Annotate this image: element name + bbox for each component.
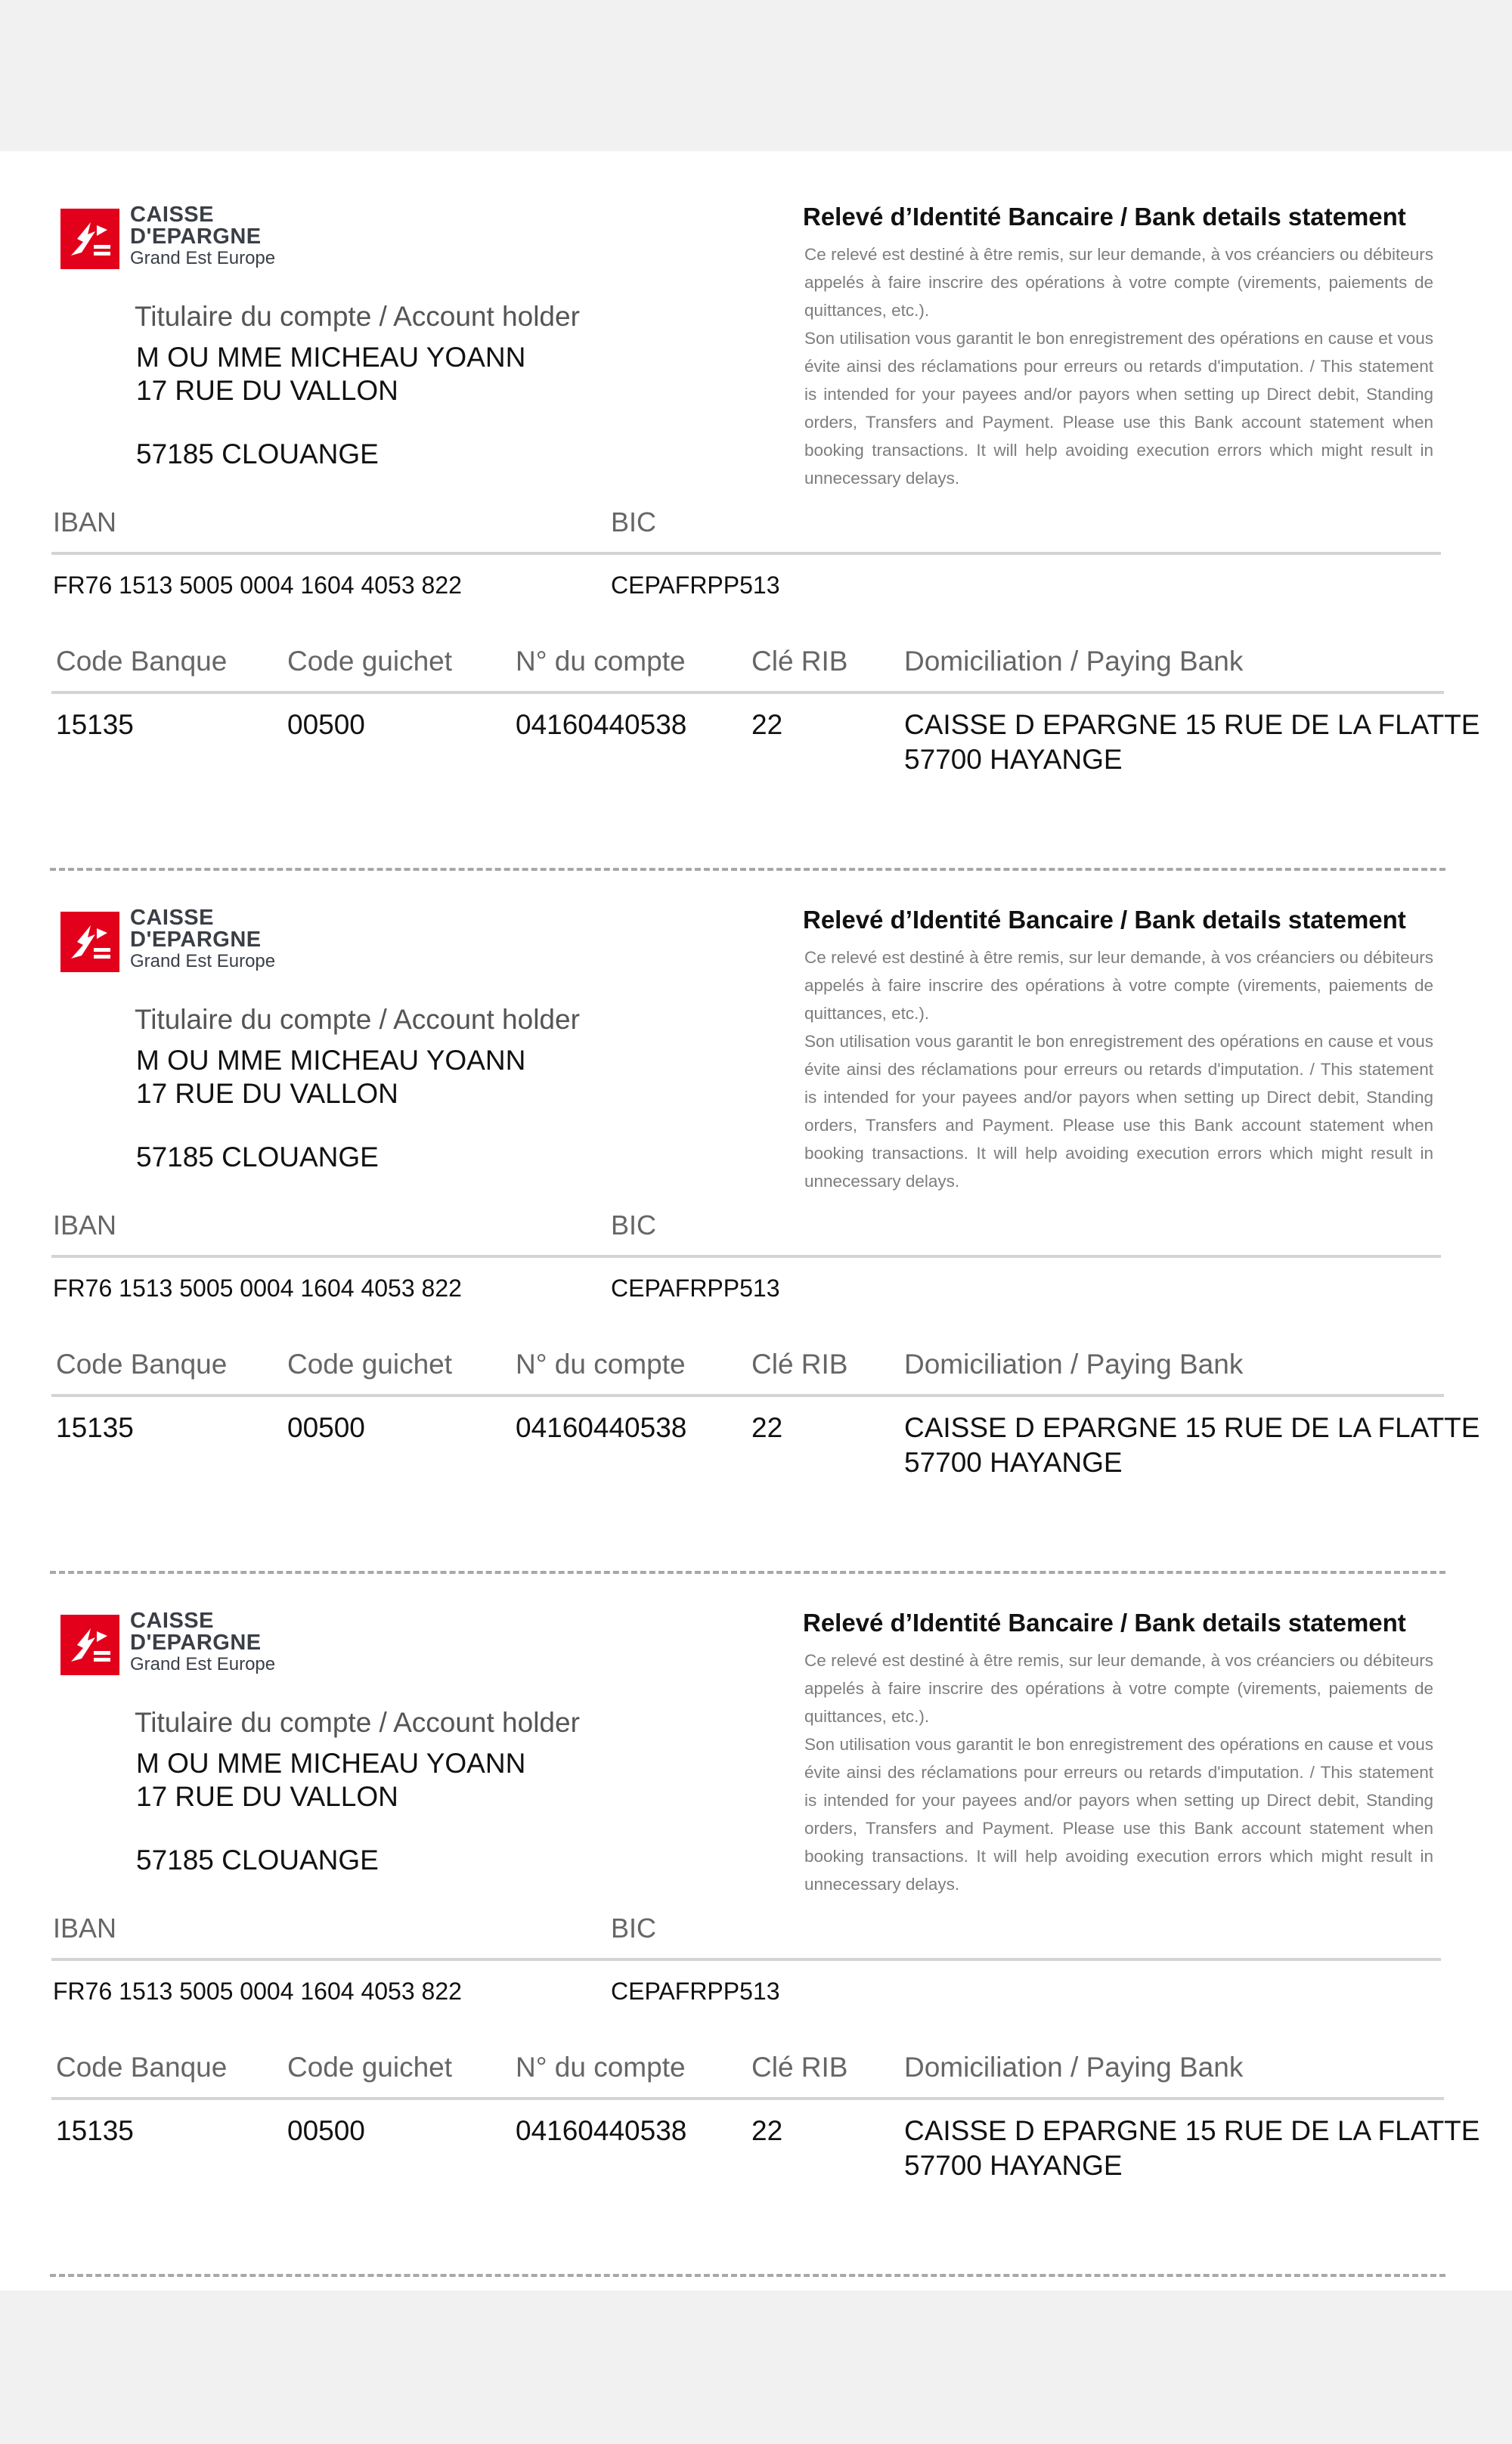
header-numero-compte: N° du compte bbox=[516, 1349, 686, 1380]
bic-value: CEPAFRPP513 bbox=[611, 572, 780, 599]
divider bbox=[51, 691, 1444, 694]
cut-line bbox=[50, 2274, 1445, 2277]
domiciliation-line-1: CAISSE D EPARGNE 15 RUE DE LA FLATTE bbox=[904, 1412, 1480, 1443]
cle-rib-value: 22 bbox=[751, 1412, 783, 1443]
bank-logo bbox=[60, 1610, 302, 1680]
bic-value: CEPAFRPP513 bbox=[611, 1978, 780, 2005]
divider bbox=[51, 2097, 1444, 2100]
caisse-epargne-squirrel-icon bbox=[60, 209, 119, 269]
statement-paragraph-2: Son utilisation vous garantit le bon enregistrement des opérations en cause et vous évite ainsi des réclamations pour erreurs ou retards d'imputation. / This statement is intended for your payees and/or payors when setting up Direct debit, Standing orders, Transfers and Payment. Please use this Bank account statement when booking transactions. It will help avoiding execution errors which might result in unnecessary delays. bbox=[804, 1032, 1433, 1191]
domiciliation-line-1: CAISSE D EPARGNE 15 RUE DE LA FLATTE bbox=[904, 709, 1480, 740]
iban-value: FR76 1513 5005 0004 1604 4053 822 bbox=[53, 1275, 462, 1302]
statement-title: Relevé d’Identité Bancaire / Bank details statement bbox=[803, 1609, 1406, 1637]
code-guichet-value: 00500 bbox=[287, 2115, 365, 2146]
header-code-banque: Code Banque bbox=[56, 646, 228, 677]
statement-description bbox=[804, 1646, 1433, 1898]
header-domiciliation: Domiciliation / Paying Bank bbox=[904, 646, 1244, 677]
domiciliation-line-1: CAISSE D EPARGNE 15 RUE DE LA FLATTE bbox=[904, 2115, 1480, 2146]
header-code-guichet: Code guichet bbox=[287, 1349, 453, 1380]
header-cle-rib: Clé RIB bbox=[751, 1349, 848, 1380]
iban-value: FR76 1513 5005 0004 1604 4053 822 bbox=[53, 572, 462, 599]
account-holder-street: 17 RUE DU VALLON bbox=[136, 1781, 398, 1812]
cle-rib-value: 22 bbox=[751, 709, 783, 740]
statement-description bbox=[804, 943, 1433, 1195]
account-holder-city: 57185 CLOUANGE bbox=[136, 1845, 379, 1876]
header-numero-compte: N° du compte bbox=[516, 646, 686, 677]
brand-line-1: CAISSE bbox=[130, 1609, 214, 1633]
numero-compte-value: 04160440538 bbox=[516, 709, 687, 740]
statement-paragraph-1: Ce relevé est destiné à être remis, sur leur demande, à vos créanciers ou débiteurs appelés à faire inscrire des opérations à votre compte (virements, paiements de quittances, etc.). bbox=[804, 245, 1433, 320]
domiciliation-value bbox=[904, 2114, 1479, 2183]
caisse-epargne-squirrel-icon bbox=[60, 1615, 119, 1675]
divider bbox=[51, 1958, 1441, 1961]
account-holder-city: 57185 CLOUANGE bbox=[136, 438, 379, 469]
statement-title: Relevé d’Identité Bancaire / Bank details statement bbox=[803, 906, 1406, 934]
statement-title: Relevé d’Identité Bancaire / Bank details statement bbox=[803, 203, 1406, 231]
account-holder-name: M OU MME MICHEAU YOANN bbox=[136, 1748, 526, 1779]
brand-line-1: CAISSE bbox=[130, 906, 214, 930]
rib-slip-1 bbox=[0, 151, 1512, 854]
account-holder-label: Titulaire du compte / Account holder bbox=[135, 1707, 580, 1738]
divider bbox=[51, 552, 1441, 555]
divider bbox=[51, 1394, 1444, 1397]
account-holder-city: 57185 CLOUANGE bbox=[136, 1141, 379, 1172]
account-holder-label: Titulaire du compte / Account holder bbox=[135, 1004, 580, 1035]
bic-value: CEPAFRPP513 bbox=[611, 1275, 780, 1302]
iban-label: IBAN bbox=[53, 1913, 117, 1944]
header-domiciliation: Domiciliation / Paying Bank bbox=[904, 1349, 1244, 1380]
bic-label: BIC bbox=[611, 1210, 657, 1241]
numero-compte-value: 04160440538 bbox=[516, 2115, 687, 2146]
domiciliation-line-2: 57700 HAYANGE bbox=[904, 1447, 1123, 1478]
statement-paragraph-2: Son utilisation vous garantit le bon enregistrement des opérations en cause et vous évite ainsi des réclamations pour erreurs ou retards d'imputation. / This statement is intended for your payees and/or payors when setting up Direct debit, Standing orders, Transfers and Payment. Please use this Bank account statement when booking transactions. It will help avoiding execution errors which might result in unnecessary delays. bbox=[804, 329, 1433, 488]
account-holder-name: M OU MME MICHEAU YOANN bbox=[136, 1045, 526, 1076]
document-page bbox=[0, 151, 1512, 2291]
brand-line-2: D'EPARGNE bbox=[130, 1631, 262, 1655]
iban-value: FR76 1513 5005 0004 1604 4053 822 bbox=[53, 1978, 462, 2005]
header-code-guichet: Code guichet bbox=[287, 2052, 453, 2083]
statement-paragraph-1: Ce relevé est destiné à être remis, sur leur demande, à vos créanciers ou débiteurs appelés à faire inscrire des opérations à votre compte (virements, paiements de quittances, etc.). bbox=[804, 1651, 1433, 1726]
code-banque-value: 15135 bbox=[56, 2115, 134, 2146]
brand-line-3: Grand Est Europe bbox=[130, 951, 276, 971]
header-code-banque: Code Banque bbox=[56, 1349, 228, 1380]
header-cle-rib: Clé RIB bbox=[751, 2052, 848, 2083]
brand-line-2: D'EPARGNE bbox=[130, 928, 262, 952]
account-holder-street: 17 RUE DU VALLON bbox=[136, 375, 398, 406]
brand-line-3: Grand Est Europe bbox=[130, 248, 276, 268]
statement-paragraph-2: Son utilisation vous garantit le bon enregistrement des opérations en cause et vous évite ainsi des réclamations pour erreurs ou retards d'imputation. / This statement is intended for your payees and/or payors when setting up Direct debit, Standing orders, Transfers and Payment. Please use this Bank account statement when booking transactions. It will help avoiding execution errors which might result in unnecessary delays. bbox=[804, 1735, 1433, 1894]
domiciliation-line-2: 57700 HAYANGE bbox=[904, 2150, 1123, 2181]
header-code-guichet: Code guichet bbox=[287, 646, 453, 677]
bank-logo bbox=[60, 204, 302, 274]
iban-label: IBAN bbox=[53, 1210, 117, 1241]
domiciliation-value bbox=[904, 1411, 1479, 1480]
numero-compte-value: 04160440538 bbox=[516, 1412, 687, 1443]
rib-slip-2 bbox=[0, 854, 1512, 1557]
statement-paragraph-1: Ce relevé est destiné à être remis, sur leur demande, à vos créanciers ou débiteurs appelés à faire inscrire des opérations à votre compte (virements, paiements de quittances, etc.). bbox=[804, 948, 1433, 1023]
account-holder-label: Titulaire du compte / Account holder bbox=[135, 301, 580, 332]
header-code-banque: Code Banque bbox=[56, 2052, 228, 2083]
account-holder-name: M OU MME MICHEAU YOANN bbox=[136, 342, 526, 373]
header-numero-compte: N° du compte bbox=[516, 2052, 686, 2083]
bic-label: BIC bbox=[611, 1913, 657, 1944]
statement-description bbox=[804, 240, 1433, 492]
divider bbox=[51, 1255, 1441, 1258]
code-guichet-value: 00500 bbox=[287, 709, 365, 740]
brand-line-3: Grand Est Europe bbox=[130, 1654, 276, 1674]
bic-label: BIC bbox=[611, 506, 657, 537]
bank-logo bbox=[60, 907, 302, 977]
rib-slip-3 bbox=[0, 1557, 1512, 2260]
domiciliation-line-2: 57700 HAYANGE bbox=[904, 744, 1123, 775]
brand-line-1: CAISSE bbox=[130, 203, 214, 227]
caisse-epargne-squirrel-icon bbox=[60, 912, 119, 972]
header-cle-rib: Clé RIB bbox=[751, 646, 848, 677]
domiciliation-value bbox=[904, 708, 1479, 777]
header-domiciliation: Domiciliation / Paying Bank bbox=[904, 2052, 1244, 2083]
cle-rib-value: 22 bbox=[751, 2115, 783, 2146]
code-banque-value: 15135 bbox=[56, 709, 134, 740]
code-banque-value: 15135 bbox=[56, 1412, 134, 1443]
code-guichet-value: 00500 bbox=[287, 1412, 365, 1443]
iban-label: IBAN bbox=[53, 506, 117, 537]
account-holder-street: 17 RUE DU VALLON bbox=[136, 1078, 398, 1109]
brand-line-2: D'EPARGNE bbox=[130, 225, 262, 249]
